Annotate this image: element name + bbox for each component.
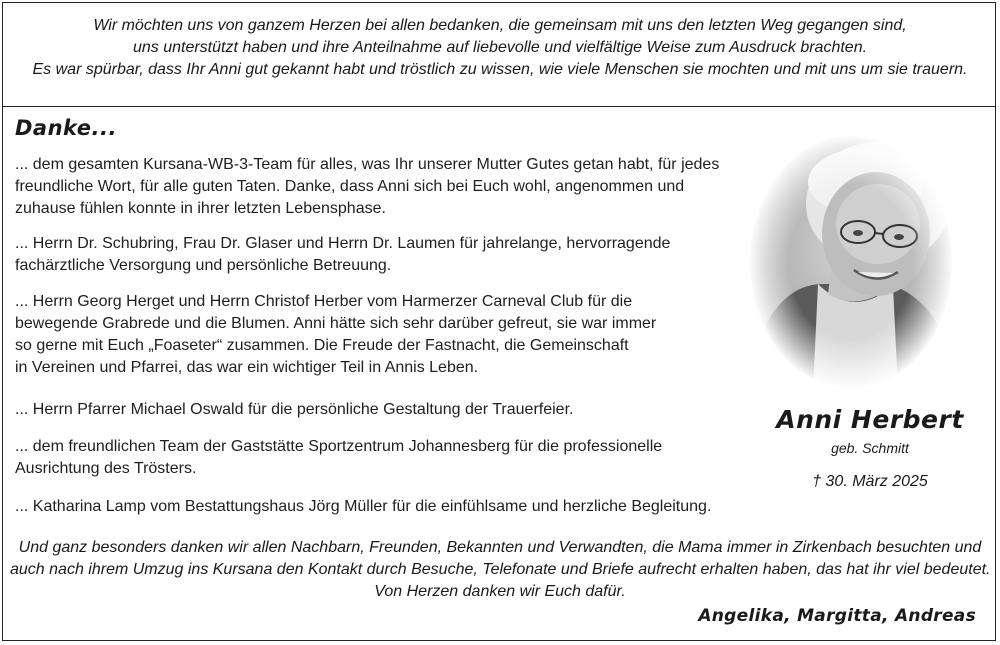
thanks-paragraph-doctors: [15, 233, 745, 277]
thanks-heading: Danke...: [15, 116, 117, 140]
paragraph-line: fachärztliche Versorgung und persönliche Betreuung.: [15, 257, 392, 274]
thanks-paragraph-carneval-club: [15, 291, 745, 379]
closing-text: [10, 537, 990, 603]
closing-line: auch nach ihrem Umzug ins Kursana den Kontakt durch Besuche, Telefonate und Briefe aufrecht erhalten haben, das hat ihr viel bedeutet.: [10, 561, 991, 578]
paragraph-line: ... Herrn Pfarrer Michael Oswald für die persönliche Gestaltung der Trauerfeier.: [15, 401, 574, 418]
intro-line: uns unterstützt haben und ihre Anteilnahme auf liebevolle und vielfältige Weise zum Ausdruck brachten.: [132, 39, 868, 56]
death-date: † 30. März 2025: [812, 473, 928, 490]
portrait-photo: [748, 134, 954, 390]
paragraph-line: ... Herrn Georg Herget und Herrn Christof Herber vom Harmerzer Carneval Club für die: [15, 293, 633, 310]
paragraph-line: ... dem freundlichen Team der Gaststätte Sportzentrum Johannesberg für die professionelle: [15, 438, 663, 455]
thanks-paragraph-kursana: [15, 154, 745, 220]
intro-text: [10, 15, 990, 81]
divider-line: [3, 106, 996, 107]
deceased-name: Anni Herbert: [776, 405, 964, 434]
paragraph-line: zuhause fühlen konnte in ihrer letzten Lebensphase.: [15, 200, 386, 217]
thanks-paragraph-funeral-home: [15, 496, 745, 518]
paragraph-line: Ausrichtung des Trösters.: [15, 460, 197, 477]
paragraph-line: in Vereinen und Pfarrei, das war ein wichtiger Teil in Annis Leben.: [15, 359, 479, 376]
birth-name: geb. Schmitt: [831, 440, 909, 456]
signature: Angelika, Margitta, Andreas: [698, 606, 976, 626]
closing-line: Von Herzen danken wir Euch dafür.: [374, 583, 626, 600]
paragraph-line: so gerne mit Euch „Foaseter“ zusammen. Die Freude der Fastnacht, die Gemeinschaft: [15, 337, 629, 354]
thanks-paragraph-pastor: [15, 399, 745, 421]
paragraph-line: ... Herrn Dr. Schubring, Frau Dr. Glaser und Herrn Dr. Laumen für jahrelange, hervorragende: [15, 235, 671, 252]
paragraph-line: bewegende Grabrede und die Blumen. Anni hätte sich sehr darüber gefreut, sie war immer: [15, 315, 657, 332]
paragraph-line: freundliche Wort, für alle guten Taten. Danke, dass Anni sich bei Euch wohl, angenommen und: [15, 178, 685, 195]
paragraph-line: ... Katharina Lamp vom Bestattungshaus Jörg Müller für die einfühlsame und herzliche Begleitung.: [15, 498, 712, 515]
thanks-paragraph-restaurant: [15, 436, 745, 480]
paragraph-line: ... dem gesamten Kursana-WB-3-Team für alles, was Ihr unserer Mutter Gutes getan habt, für jedes: [15, 156, 720, 173]
intro-line: Wir möchten uns von ganzem Herzen bei allen bedanken, die gemeinsam mit uns den letzten Weg gegangen sind,: [93, 17, 907, 34]
intro-line: Es war spürbar, dass Ihr Anni gut gekannt habt und tröstlich zu wissen, wie viele Menschen sie mochten und mit uns um sie trauern.: [32, 61, 968, 78]
closing-line: Und ganz besonders danken wir allen Nachbarn, Freunden, Bekannten und Verwandten, die Mama immer in Zirkenbach besuchten und: [18, 539, 982, 556]
